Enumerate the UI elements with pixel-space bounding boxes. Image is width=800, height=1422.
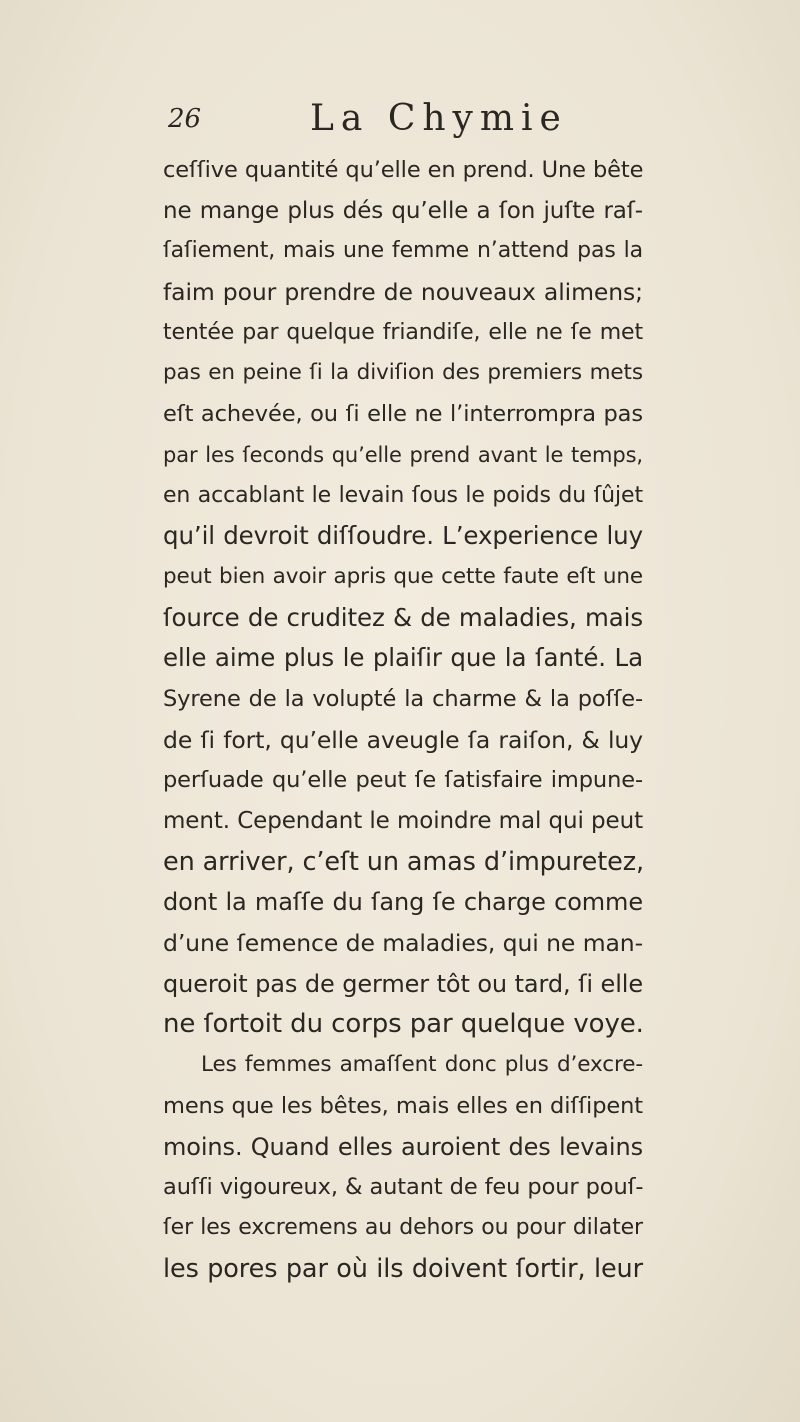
text-line: ne ſortoit du corps par quelque voye. <box>163 1009 644 1040</box>
text-line: ment. Cependant le moindre mal qui peut <box>163 808 643 834</box>
text-line: en accablant le levain ſous le poids du ſûjet <box>163 482 643 508</box>
text-line: en arriver, c’eſt un amas d’impuretez, <box>163 846 645 877</box>
text-line: Les femmes amaſſent donc plus d’excre- <box>201 1052 643 1078</box>
text-line: perſuade qu’elle peut ſe ſatisfaire impune- <box>163 767 643 794</box>
text-line: qu’il devroit diſſoudre. L’experience luy <box>163 521 643 551</box>
text-line: ſer les excremens au dehors ou pour dilater <box>163 1214 643 1240</box>
text-line: ceſſive quantité qu’elle en prend. Une bête <box>163 157 644 183</box>
text-line: moins. Quand elles auroient des levains <box>163 1132 643 1161</box>
text-line: de ſi fort, qu’elle aveugle ſa raiſon, & luy <box>163 725 643 754</box>
body-text <box>163 150 643 1289</box>
text-line: mens que les bêtes, mais elles en diſſipent <box>163 1092 643 1119</box>
text-line: d’une ſemence de maladies, qui ne man- <box>163 929 643 958</box>
running-title: La Chymie <box>310 98 568 139</box>
text-line: dont la maſſe du ſang ſe charge comme <box>163 888 643 917</box>
text-line: ſaſiement, mais une femme n’attend pas la <box>163 238 643 264</box>
text-line: par les ſeconds qu’elle prend avant le temps, <box>163 442 643 467</box>
page-header <box>168 98 688 144</box>
text-line: tentée par quelque friandiſe, elle ne ſe met <box>163 319 643 345</box>
text-line: auſſi vigoureux, & autant de feu pour pouſ- <box>163 1174 644 1201</box>
text-line: Syrene de la volupté la charme & la poſſe- <box>163 685 643 712</box>
text-line: pas en peine ſi la diviſion des premiers mets <box>163 360 643 386</box>
text-line: peut bien avoir apris que cette faute eſt une <box>163 563 643 589</box>
text-line: faim pour prendre de nouveaux alimens; <box>163 278 643 307</box>
text-line: eſt achevée, ou ſi elle ne l’interrompra pas <box>163 401 643 428</box>
page-number: 26 <box>168 104 202 134</box>
text-line: elle aime plus le plaiſir que la ſanté. La <box>163 643 643 673</box>
text-line: queroit pas de germer tôt ou tard, ſi elle <box>163 969 643 998</box>
text-line: ne mange plus dés qu’elle a ſon juſte raſ- <box>163 197 643 224</box>
text-line: les pores par où ils doivent ſortir, leur <box>163 1253 643 1284</box>
text-line: ſource de cruditez & de maladies, mais <box>163 602 643 632</box>
